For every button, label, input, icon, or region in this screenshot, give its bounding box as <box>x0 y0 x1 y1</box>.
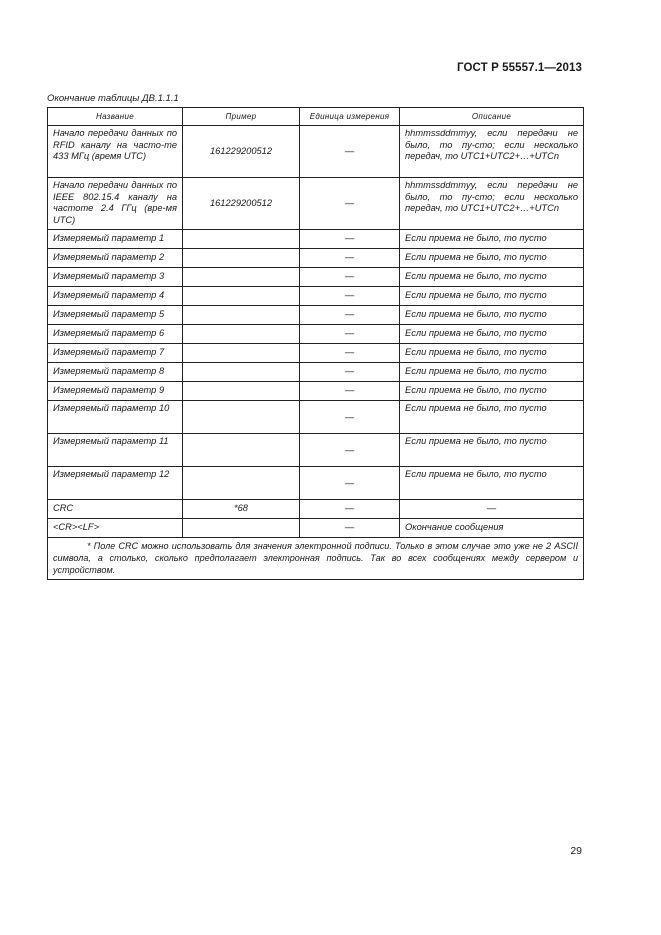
cell-name: Измеряемый параметр 12 <box>48 467 183 500</box>
cell-unit: — <box>300 306 400 325</box>
cell-name: Измеряемый параметр 8 <box>48 363 183 382</box>
table-row <box>48 126 584 178</box>
cell-unit: — <box>300 434 400 467</box>
table-row <box>48 401 584 434</box>
cell-unit: — <box>300 178 400 230</box>
cell-example: 161229200512 <box>183 178 300 230</box>
cell-name: Измеряемый параметр 6 <box>48 325 183 344</box>
cell-name: Измеряемый параметр 1 <box>48 230 183 249</box>
cell-unit: — <box>300 363 400 382</box>
cell-description: Если приема не было, то пусто <box>400 434 584 467</box>
parameters-table <box>47 107 584 580</box>
cell-description: hhmmssddmmyy, если передачи не было, то пу-сто; если несколько передач, то UTC1+UTC2+…+UTCn <box>400 178 584 230</box>
cell-example <box>183 306 300 325</box>
page-number: 29 <box>570 845 582 857</box>
footnote-row <box>48 538 584 580</box>
cell-name: Измеряемый параметр 10 <box>48 401 183 434</box>
table-row <box>48 178 584 230</box>
cell-description: Если приема не было, то пусто <box>400 268 584 287</box>
cell-name: Измеряемый параметр 3 <box>48 268 183 287</box>
table-row <box>48 344 584 363</box>
cell-example <box>183 287 300 306</box>
table-row <box>48 268 584 287</box>
cell-description: Если приема не было, то пусто <box>400 363 584 382</box>
cell-name: Измеряемый параметр 7 <box>48 344 183 363</box>
table-row <box>48 230 584 249</box>
cell-description: Если приема не было, то пусто <box>400 382 584 401</box>
cell-description: Если приема не было, то пусто <box>400 306 584 325</box>
cell-example <box>183 401 300 434</box>
cell-description: Если приема не было, то пусто <box>400 467 584 500</box>
table-footnote: * Поле CRC можно использовать для значения электронной подписи. Только в этом случае это уже не 2 ASCII символа, а столько, сколько предполагает электронная подпись. Так во всех сообщениях между сервером и устройством. <box>48 538 584 580</box>
cell-description: Если приема не было, то пусто <box>400 249 584 268</box>
cell-unit: — <box>300 401 400 434</box>
cell-description: hhmmssddmmyy, если передачи не было, то пу-сто; если несколько передач, то UTC1+UTC2+…+UTCn <box>400 126 584 178</box>
cell-name: Измеряемый параметр 9 <box>48 382 183 401</box>
table-row <box>48 363 584 382</box>
cell-example <box>183 325 300 344</box>
table-row <box>48 500 584 519</box>
cell-example: 161229200512 <box>183 126 300 178</box>
cell-description: Если приема не было, то пусто <box>400 344 584 363</box>
header-unit: Единица измерения <box>300 108 400 126</box>
table-row <box>48 519 584 538</box>
cell-example <box>183 249 300 268</box>
header-name: Название <box>48 108 183 126</box>
header-example: Пример <box>183 108 300 126</box>
table-header-row <box>48 108 584 126</box>
cell-name: Начало передачи данных по IEEE 802.15.4 каналу на частоте 2.4 ГГц (вре-мя UTC) <box>48 178 183 230</box>
header-description: Описание <box>400 108 584 126</box>
cell-unit: — <box>300 325 400 344</box>
cell-unit: — <box>300 467 400 500</box>
table-row <box>48 325 584 344</box>
table-caption: Окончание таблицы ДВ.1.1.1 <box>47 93 179 104</box>
cell-description: Если приема не было, то пусто <box>400 287 584 306</box>
cell-description: — <box>400 500 584 519</box>
cell-example: *68 <box>183 500 300 519</box>
cell-example <box>183 268 300 287</box>
cell-unit: — <box>300 287 400 306</box>
cell-description: Если приема не было, то пусто <box>400 401 584 434</box>
cell-example <box>183 344 300 363</box>
cell-unit: — <box>300 519 400 538</box>
cell-unit: — <box>300 126 400 178</box>
cell-unit: — <box>300 500 400 519</box>
cell-name: Измеряемый параметр 2 <box>48 249 183 268</box>
cell-example <box>183 519 300 538</box>
cell-example <box>183 230 300 249</box>
cell-name: Измеряемый параметр 4 <box>48 287 183 306</box>
cell-name: Измеряемый параметр 11 <box>48 434 183 467</box>
cell-name: <CR><LF> <box>48 519 183 538</box>
cell-unit: — <box>300 382 400 401</box>
cell-name: Начало передачи данных по RFID каналу на часто-те 433 МГц (время UTC) <box>48 126 183 178</box>
cell-unit: — <box>300 230 400 249</box>
cell-description: Если приема не было, то пусто <box>400 230 584 249</box>
cell-unit: — <box>300 344 400 363</box>
cell-unit: — <box>300 249 400 268</box>
table-row <box>48 287 584 306</box>
cell-example <box>183 382 300 401</box>
cell-name: Измеряемый параметр 5 <box>48 306 183 325</box>
table-row <box>48 382 584 401</box>
table-row <box>48 467 584 500</box>
cell-example <box>183 467 300 500</box>
cell-description: Если приема не было, то пусто <box>400 325 584 344</box>
table-row <box>48 249 584 268</box>
cell-name: CRC <box>48 500 183 519</box>
table-row <box>48 306 584 325</box>
cell-example <box>183 363 300 382</box>
standard-header: ГОСТ Р 55557.1—2013 <box>457 62 582 74</box>
cell-description: Окончание сообщения <box>400 519 584 538</box>
cell-unit: — <box>300 268 400 287</box>
table-row <box>48 434 584 467</box>
cell-example <box>183 434 300 467</box>
